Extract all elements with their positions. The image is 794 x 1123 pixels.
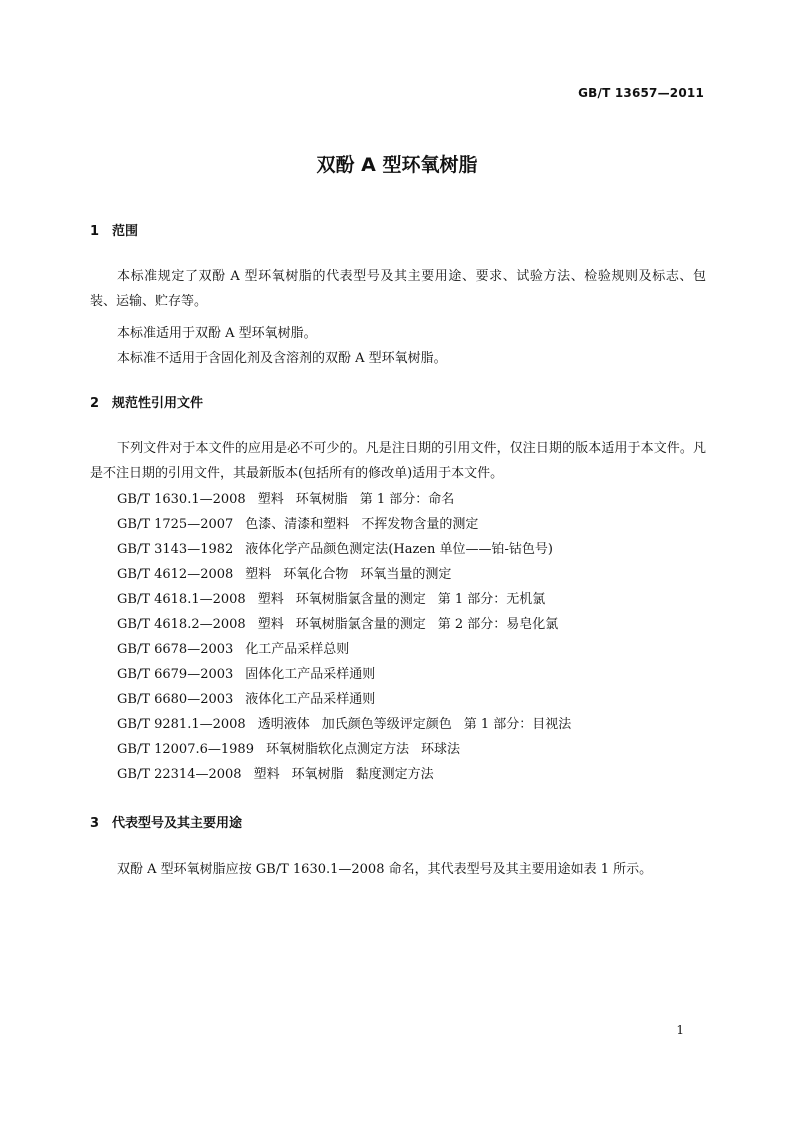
reference-title-part: 环氧树脂氯含量的测定 [295,617,426,632]
reference-title-part: 第 1 部分：目视法 [463,717,572,732]
section-2-paragraph: 下列文件对于本文件的应用是必不可少的。凡是注日期的引用文件，仅注日期的版本适用于本文件。凡是不注日期的引用文件，其最新版本(包括所有的修改单)适用于本文件。 [90,441,706,481]
reference-title-part: 透明液体 [257,717,310,732]
reference-title-part: 加氏颜色等级评定颜色 [321,717,452,732]
reference-item [117,763,446,782]
reference-code: GB/T 6679—2003 [117,667,234,682]
reference-code: GB/T 22314—2008 [117,767,242,782]
reference-code: GB/T 1630.1—2008 [117,492,246,507]
reference-code: GB/T 3143—1982 [117,542,234,557]
reference-item [117,488,466,507]
section-1-paragraph: 本标准规定了双酚 A 型环氧树脂的代表型号及其主要用途、要求、试验方法、检验规则及标志、包装、运输、贮存等。 [90,269,706,309]
reference-title-part: 环氧化合物 [283,567,349,582]
reference-code: GB/T 6678—2003 [117,642,234,657]
reference-code: GB/T 4618.1—2008 [117,592,246,607]
reference-title-part: 环氧树脂氯含量的测定 [295,592,426,607]
section-1-line-applicable: 本标准适用于双酚 A 型环氧树脂。 [117,326,317,341]
section-title: 范围 [112,224,139,239]
reference-item [117,538,565,557]
reference-title-part: 液体化学产品颜色测定法(Hazen 单位——铂-钴色号) [245,542,553,557]
reference-title-part: 第 2 部分：易皂化氯 [437,617,559,632]
section-number: 3 [90,816,100,831]
reference-item [117,613,570,632]
reference-code: GB/T 9281.1—2008 [117,717,246,732]
reference-code: GB/T 12007.6—1989 [117,742,254,757]
reference-item [117,663,387,682]
reference-title-part: 固体化工产品采样通则 [245,667,376,682]
document-title: 双酚 A 型环氧树脂 [316,154,478,176]
reference-item [117,738,472,757]
reference-title-part: 塑料 [257,492,284,507]
reference-item [117,688,387,707]
reference-title-part: 环球法 [420,742,460,757]
reference-title-part: 塑料 [257,617,284,632]
reference-title-part: 环氧当量的测定 [360,567,452,582]
reference-code: GB/T 6680—2003 [117,692,234,707]
reference-item [117,513,490,532]
section-2-heading [90,392,203,411]
reference-title-part: 环氧树脂软化点测定方法 [265,742,409,757]
reference-item [117,638,361,657]
reference-title-part: 第 1 部分：无机氯 [437,592,546,607]
reference-code: GB/T 4618.2—2008 [117,617,246,632]
reference-title-part: 塑料 [257,592,284,607]
reference-title-part: 环氧树脂 [295,492,348,507]
section-number: 2 [90,396,100,411]
reference-title-part: 第 1 部分：命名 [359,492,455,507]
reference-title-part: 色漆、清漆和塑料 [245,517,350,532]
reference-title-part: 环氧树脂 [291,767,344,782]
section-3-heading [90,812,242,831]
section-3-line: 双酚 A 型环氧树脂应按 GB/T 1630.1—2008 命名，其代表型号及其主要用途如表 1 所示。 [117,862,653,877]
reference-item [117,713,583,732]
reference-item [117,588,557,607]
reference-code: GB/T 4612—2008 [117,567,234,582]
page-number: 1 [676,1023,684,1037]
reference-title-part: 液体化工产品采样通则 [245,692,376,707]
standard-code: GB/T 13657—2011 [578,86,704,100]
section-title: 规范性引用文件 [112,396,204,411]
reference-item [117,563,463,582]
section-1-heading [90,220,138,239]
section-title: 代表型号及其主要用途 [112,816,243,831]
section-number: 1 [90,224,100,239]
section-1-line-not-applicable: 本标准不适用于含固化剂及含溶剂的双酚 A 型环氧树脂。 [117,351,447,366]
reference-title-part: 塑料 [253,767,280,782]
reference-code: GB/T 1725—2007 [117,517,234,532]
reference-title-part: 不挥发物含量的测定 [361,517,479,532]
reference-title-part: 黏度测定方法 [355,767,434,782]
reference-title-part: 塑料 [245,567,272,582]
reference-title-part: 化工产品采样总则 [245,642,350,657]
